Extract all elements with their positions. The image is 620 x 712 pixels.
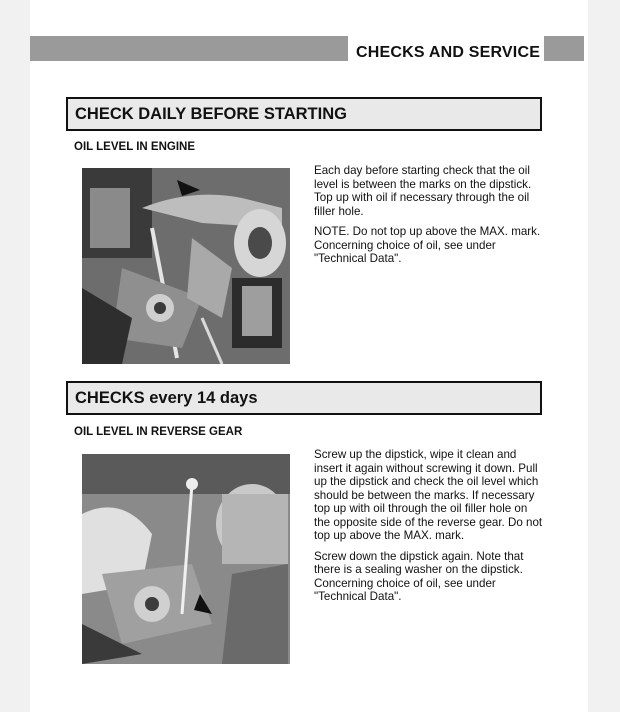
section-daily-heading-box bbox=[66, 97, 542, 131]
header-bar-right bbox=[544, 36, 584, 61]
header-bar-left bbox=[30, 36, 348, 61]
engine-oil-paragraph-1: Each day before starting check that the oil level is between the marks on the dipstick. Top up with oil if necessary through the oil filler hole. bbox=[314, 164, 532, 218]
section-14days-heading-box bbox=[66, 381, 542, 415]
engine-dipstick-photo bbox=[82, 168, 290, 364]
reverse-gear-paragraph-1: Screw up the dipstick, wipe it clean and insert it again without screwing it down. Pull up the dipstick and check the oil level which should be between the marks. If necessary top up with oil through the oil filler hole on the opposite side of the reverse gear. Do not top up above the MAX. mark. bbox=[314, 448, 543, 542]
reverse-gear-paragraph-2: Screw down the dipstick again. Note that there is a sealing washer on the dipstick. Concerning choice of oil, see under "Technical Data". bbox=[314, 549, 524, 603]
page-header-title: CHECKS AND SERVICE bbox=[356, 44, 541, 61]
oil-level-engine-subheading: OIL LEVEL IN ENGINE bbox=[74, 141, 195, 153]
engine-oil-paragraph-2: NOTE. Do not top up above the MAX. mark. Concerning choice of oil, see under "Technical Data". bbox=[314, 225, 541, 265]
section-14days-title: CHECKS every 14 days bbox=[75, 389, 258, 407]
oil-level-reverse-gear-subheading: OIL LEVEL IN REVERSE GEAR bbox=[74, 426, 243, 438]
reverse-gear-dipstick-photo bbox=[82, 454, 290, 664]
section-daily-text bbox=[314, 164, 546, 273]
section-14days-text bbox=[314, 448, 546, 611]
section-daily-title: CHECK DAILY BEFORE STARTING bbox=[75, 105, 347, 123]
manual-page bbox=[30, 0, 588, 712]
